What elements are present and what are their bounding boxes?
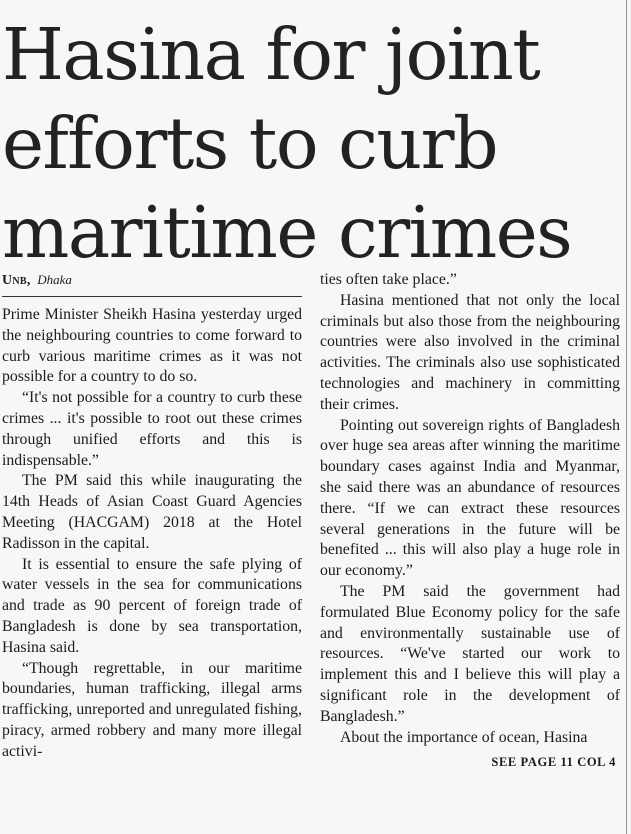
paragraph: The PM said the government had formulated Blue Economy policy for the safe and environmentally sustainable use of resources. “We've started our work to implement this and I believe this will play a significant role in the development of Bangladesh.”: [320, 582, 620, 725]
byline-place: Dhaka: [37, 272, 72, 287]
paragraph: It is essential to ensure the safe plying of water vessels in the sea for communications and trade as 90 percent of foreign trade of Bangladesh is done by sea transportation, Hasina said.: [2, 555, 302, 656]
paragraph: “Though regrettable, in our maritime boundaries, human trafficking, illegal arms trafficking, unreported and unregulated fishing, piracy, armed robbery and many more illegal activi-: [2, 659, 302, 760]
article-column-1: [2, 270, 302, 763]
headline-line: efforts to curb: [2, 102, 498, 185]
paragraph: Hasina mentioned that not only the local criminals but also those from the neighbouring countries were also involved in the criminal activities. The criminals also use sophisticated technologies and machinery in committing their crimes.: [320, 291, 620, 413]
paragraph: The PM said this while inaugurating the 14th Heads of Asian Coast Guard Agencies Meeting (HACGAM) 2018 at the Hotel Radisson in the capital.: [2, 472, 302, 552]
paragraph-continuation: ties often take place.”: [320, 271, 457, 288]
paragraph: “It's not possible for a country to curb these crimes ... it's possible to root out these crimes through unified efforts and this is indispensable.”: [2, 389, 302, 469]
byline-agency: Unb,: [2, 273, 31, 288]
headline: [2, 10, 627, 277]
article-column-2: [320, 270, 620, 773]
byline: [2, 270, 302, 297]
paragraph: Prime Minister Sheikh Hasina yesterday urged the neighbouring countries to come forward to curb various maritime crimes as it was not possible for a country to do so.: [2, 306, 302, 386]
paragraph: About the importance of ocean, Hasina: [340, 728, 588, 746]
headline-line: Hasina for joint: [2, 13, 540, 96]
headline-line: maritime crimes: [2, 191, 572, 274]
paragraph: Pointing out sovereign rights of Bangladesh over huge sea areas after winning the maritime boundary cases against India and Myanmar, she said there was an abundance of resources there. “If we can extract these resources several generations in the future will be benefited ... this will also play a huge role in our economy.”: [320, 416, 620, 580]
continuation-jump: SEE PAGE 11 COL 4: [491, 755, 616, 770]
